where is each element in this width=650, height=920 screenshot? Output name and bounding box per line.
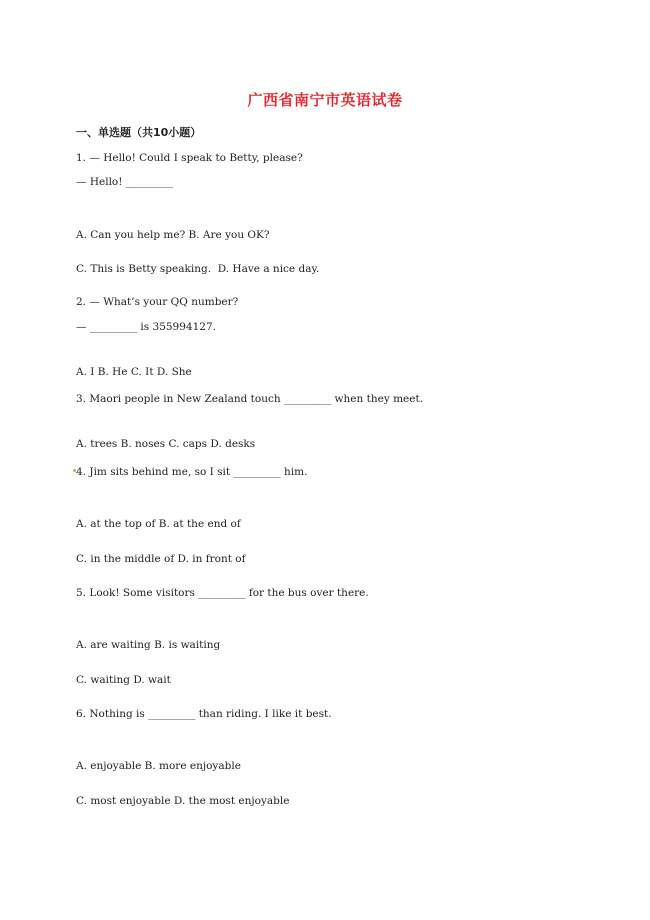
question-4-options-cd: C. in the middle of D. in front of xyxy=(76,553,246,565)
question-1-stem: 1. — Hello! Could I speak to Betty, please? xyxy=(76,152,303,164)
document-title: 广西省南宁市英语试卷 xyxy=(247,91,403,109)
question-5-options-ab: A. are waiting B. is waiting xyxy=(76,639,221,651)
question-2-options: A. I B. He C. It D. She xyxy=(76,366,192,378)
question-4-options-ab: A. at the top of B. at the end of xyxy=(76,518,241,530)
question-5-stem: 5. Look! Some visitors _________ for the bus over there. xyxy=(76,587,369,599)
section-heading: 一、单选题（共10小题） xyxy=(76,126,202,139)
question-4-stem: 4. Jim sits behind me, so I sit _________ him. xyxy=(76,466,308,478)
question-5-options-cd: C. waiting D. wait xyxy=(76,674,171,686)
question-6-stem: 6. Nothing is _________ than riding. I like it best. xyxy=(76,708,332,720)
question-3-stem: 3. Maori people in New Zealand touch _________ when they meet. xyxy=(76,393,424,405)
question-1-options-cd: C. This is Betty speaking. D. Have a nice day. xyxy=(76,263,320,275)
question-1-options-ab: A. Can you help me? B. Are you OK? xyxy=(76,229,270,241)
question-1-response: — Hello! _________ xyxy=(76,176,174,188)
question-3-options: A. trees B. noses C. caps D. desks xyxy=(76,438,256,450)
question-2-response: — _________ is 355994127. xyxy=(76,321,216,333)
question-6-options-cd: C. most enjoyable D. the most enjoyable xyxy=(76,795,290,807)
question-6-options-ab: A. enjoyable B. more enjoyable xyxy=(76,760,241,772)
question-2-stem: 2. — What’s your QQ number? xyxy=(76,296,239,308)
